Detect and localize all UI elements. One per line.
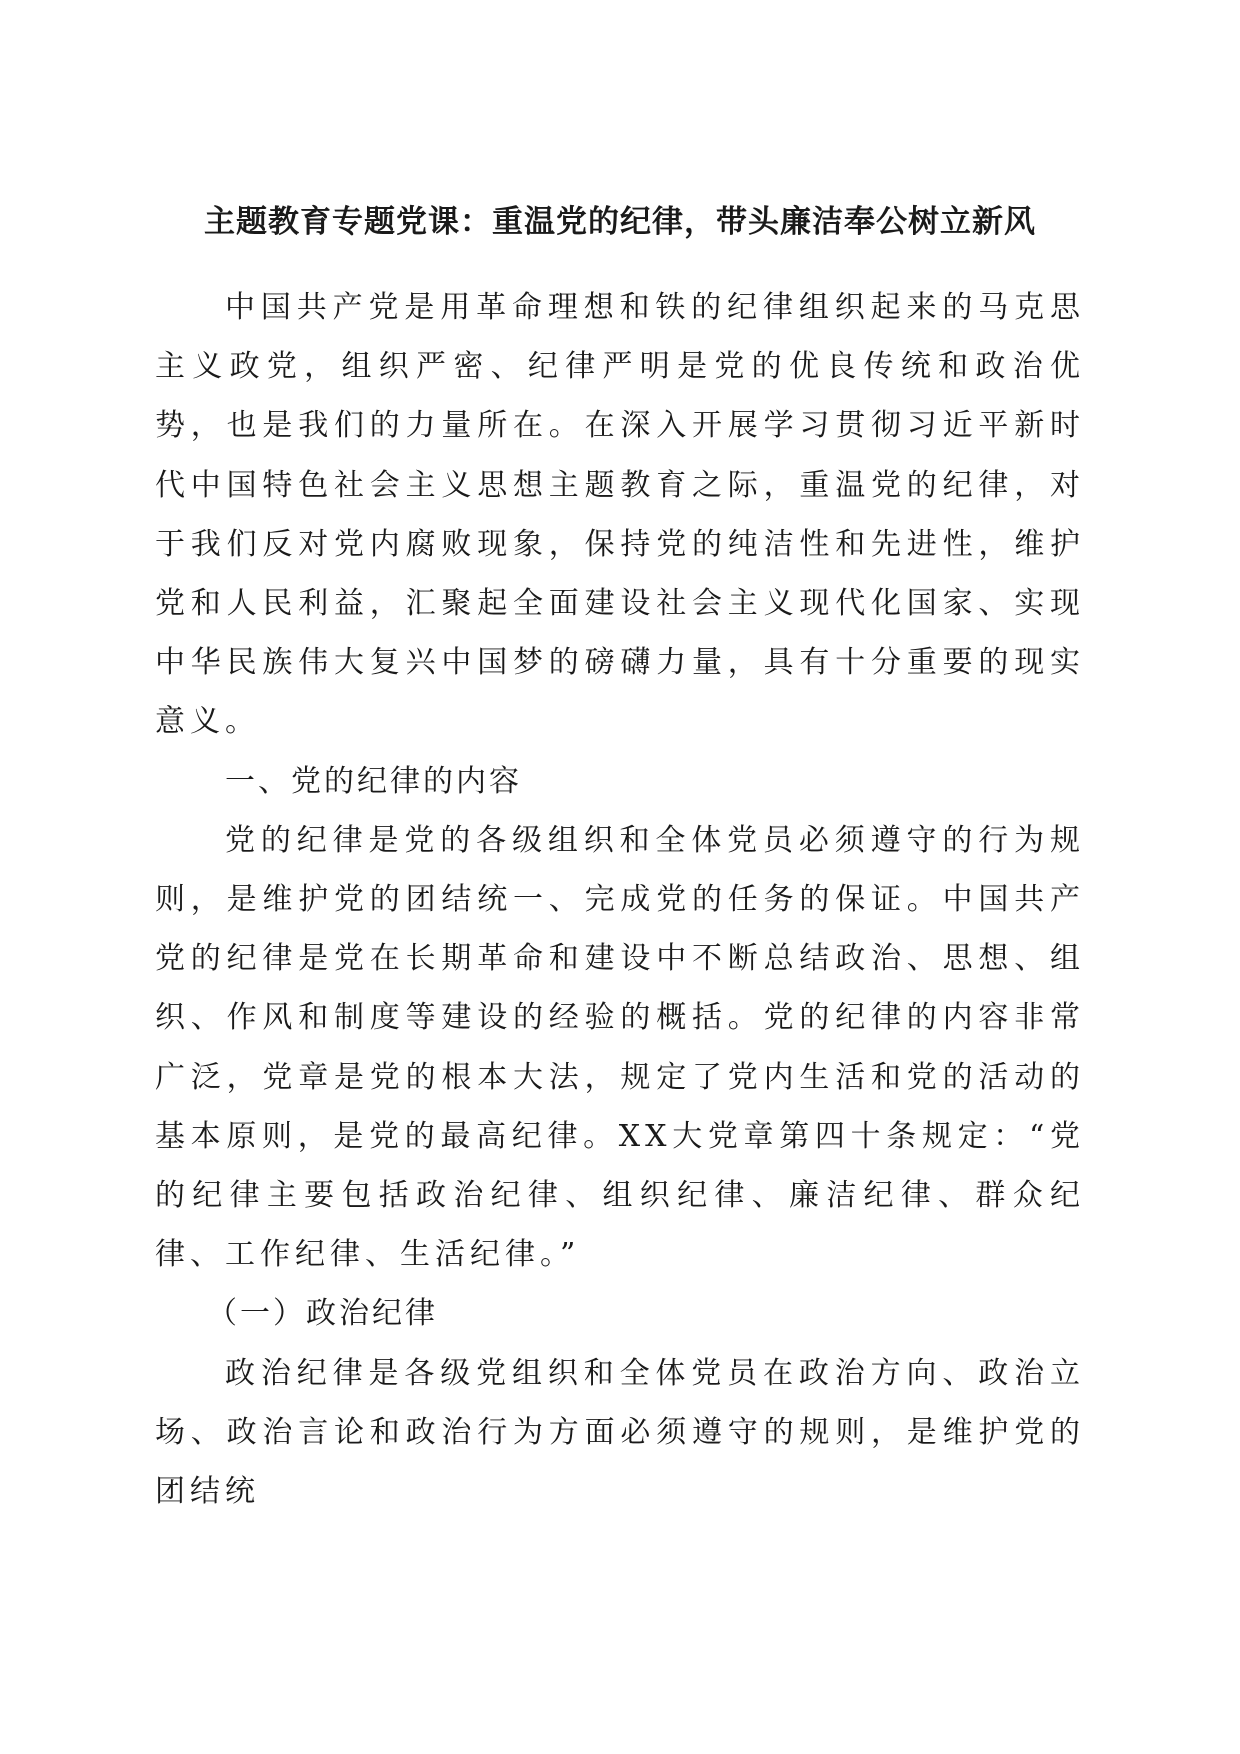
section-paragraph-discipline-definition: 党的纪律是党的各级组织和全体党员必须遵守的行为规则，是维护党的团结统一、完成党的任务的保证。中国共产党的纪律是党在长期革命和建设中不断总结政治、思想、组织、作风和制度等建设的经验的概括。党的纪律的内容非常广泛，党章是党的根本大法，规定了党内生活和党的活动的基本原则，是党的最高纪律。XX大党章第四十条规定：“党的纪律主要包括政治纪律、组织纪律、廉洁纪律、群众纪律、工作纪律、生活纪律。” <box>155 822 1085 1273</box>
subsection-paragraph-political-discipline: 政治纪律是各级党组织和全体党员在政治方向、政治立场、政治言论和政治行为方面必须遵守的规则，是维护党的团结统 <box>155 1355 1085 1510</box>
document-body <box>155 278 1085 1521</box>
subsection-heading-political-discipline: （一）政治纪律 <box>207 1296 438 1332</box>
section-heading-content-of-discipline: 一、党的纪律的内容 <box>225 763 522 799</box>
document-title: 主题教育专题党课：重温党的纪律，带头廉洁奉公树立新风 <box>204 204 1036 240</box>
intro-paragraph: 中国共产党是用革命理想和铁的纪律组织起来的马克思主义政党，组织严密、纪律严明是党的优良传统和政治优势，也是我们的力量所在。在深入开展学习贯彻习近平新时代中国特色社会主义思想主题教育之际，重温党的纪律，对于我们反对党内腐败现象，保持党的纯洁性和先进性，维护党和人民利益，汇聚起全面建设社会主义现代化国家、实现中华民族伟大复兴中国梦的磅礴力量，具有十分重要的现实意义。 <box>155 290 1085 740</box>
